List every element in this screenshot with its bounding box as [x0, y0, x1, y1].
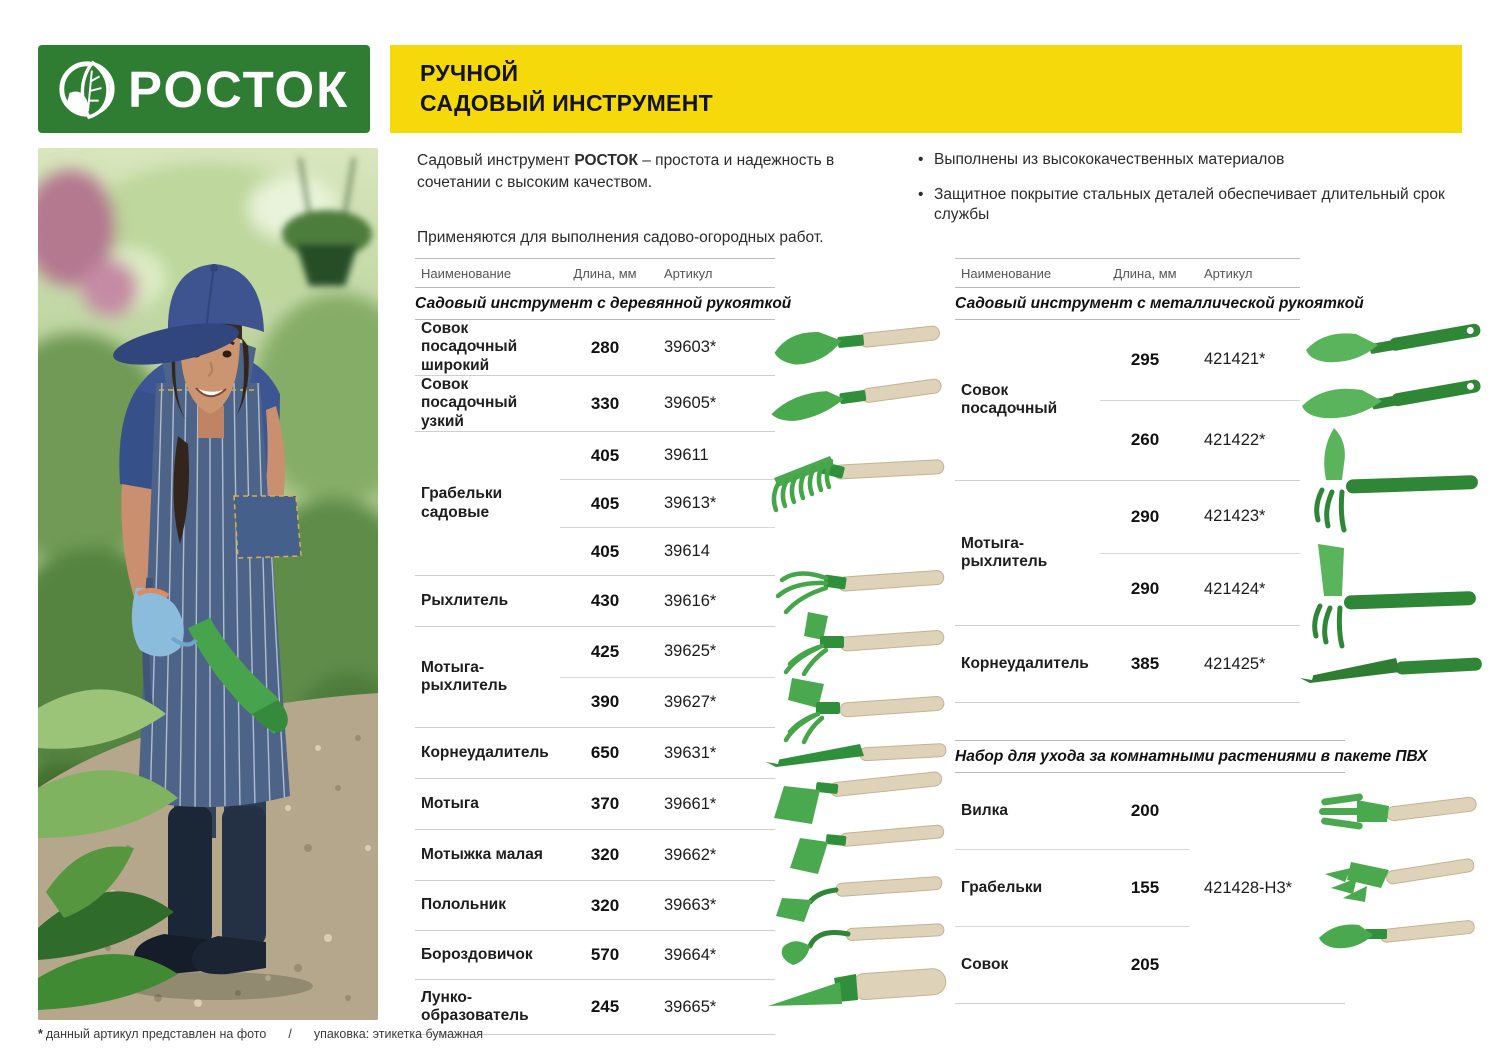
- feature-item: [918, 150, 1496, 170]
- tool-image-trowel-wide-wood: [768, 316, 948, 370]
- tool-image-trowel-pvc: [1313, 912, 1483, 964]
- article-value: 39661*: [664, 794, 717, 813]
- pvc-rows: [955, 773, 1190, 1003]
- product-name: Грабельки садовые: [421, 485, 503, 521]
- product-name: Рыхлитель: [421, 591, 509, 609]
- table-body: [415, 320, 775, 1035]
- product-name: Бороздовичок: [421, 945, 533, 963]
- variants: [1100, 481, 1300, 625]
- tool-image-trowel-metal-295: [1300, 320, 1488, 374]
- article-value: 39662*: [664, 845, 717, 864]
- tool-image-small-hoe-wood: [770, 820, 950, 878]
- article-value: 39614: [664, 542, 710, 560]
- variants: [560, 728, 775, 778]
- length-value: 320: [590, 895, 620, 915]
- variants: [560, 627, 775, 727]
- product-name: Мотыга-рыхлитель: [421, 658, 508, 694]
- table-row: [415, 930, 775, 979]
- length-value: 320: [590, 845, 620, 864]
- variants: [1100, 626, 1300, 702]
- length-value: 390: [590, 692, 620, 712]
- footnote-text2: упаковка: этикетка бумажная: [313, 1027, 484, 1041]
- bullet-icon: •: [918, 186, 924, 204]
- variant-row: [1100, 481, 1300, 553]
- table-row: [955, 926, 1190, 1003]
- product-name: Совок: [961, 956, 1009, 973]
- tool-image-rake-pvc: [1313, 848, 1483, 910]
- table-row: [415, 979, 775, 1034]
- tool-image-hoe-cultivator-metal-423: [1302, 426, 1484, 540]
- length-value: 290: [1130, 506, 1160, 526]
- table-row: [415, 727, 775, 778]
- tool-image-hole-maker-wood: [764, 964, 952, 1018]
- article-value: 421421*: [1204, 350, 1266, 369]
- variant-row: [560, 779, 775, 829]
- length-value: 155: [1130, 878, 1160, 897]
- variant-row: [1100, 320, 1300, 400]
- variants: [1100, 320, 1300, 480]
- variant-row: [560, 728, 775, 778]
- variant-row: [560, 931, 775, 979]
- product-name: Корнеудалитель: [421, 743, 549, 761]
- footnote-text1: данный артикул представлен на фото: [45, 1027, 267, 1041]
- intro-paragraph: [417, 150, 847, 195]
- article-value: 39631*: [664, 743, 717, 762]
- tool-image-cultivator-wood: [768, 552, 950, 616]
- apron-pocket: [234, 496, 301, 558]
- article-value: 39605*: [664, 394, 717, 412]
- variant-row: [560, 830, 775, 880]
- table-row: [415, 626, 775, 727]
- table-header: [955, 258, 1300, 288]
- footnote: [38, 1027, 483, 1041]
- length-value: 260: [1130, 430, 1160, 450]
- intro-brand: РОСТОК: [574, 152, 638, 169]
- table-row: [415, 375, 775, 431]
- product-name: Грабельки: [961, 879, 1043, 896]
- variant-row: [1100, 626, 1300, 702]
- title-banner: [390, 45, 1462, 133]
- length-value: 385: [1130, 654, 1160, 673]
- length-value: 200: [1130, 801, 1160, 820]
- page-title-line2: САДОВЫЙ ИНСТРУМЕНТ: [420, 90, 713, 116]
- product-name: Мотыжка малая: [421, 845, 543, 863]
- variant-row: [560, 479, 775, 527]
- gardener-illustration: [38, 148, 378, 1020]
- variant-row: [1100, 400, 1300, 481]
- variants: [560, 376, 775, 431]
- variant-row: [560, 576, 775, 626]
- brand-name: РОСТОК: [128, 60, 350, 118]
- tool-image-furrower-wood: [770, 920, 950, 970]
- wooden-handle-table: [415, 258, 792, 1035]
- length-value: 405: [590, 541, 620, 561]
- tool-image-fork-pvc: [1315, 786, 1483, 844]
- col-article: Артикул: [1204, 265, 1253, 281]
- length-value: 650: [590, 743, 620, 762]
- product-name: Вилка: [961, 802, 1008, 819]
- variants: [560, 576, 775, 626]
- length-value: 330: [590, 393, 620, 413]
- col-length: Длина, мм: [573, 265, 637, 281]
- length-value: 425: [590, 641, 620, 661]
- variant-row: [560, 980, 775, 1034]
- tool-image-garden-rake-wood: [768, 446, 950, 526]
- product-name: Мотыга-рыхлитель: [961, 534, 1048, 570]
- table-row: [955, 480, 1300, 625]
- variant-row: [560, 376, 775, 431]
- variant-row: [560, 432, 775, 479]
- length-value: 205: [1130, 955, 1160, 974]
- col-name: Наименование: [961, 265, 1052, 281]
- feature-text: Выполнены из высококачественных материалов: [934, 151, 1285, 168]
- col-article: Артикул: [664, 265, 713, 281]
- table-row: [955, 320, 1300, 480]
- article-value: 39625*: [664, 642, 717, 661]
- article-value: 39616*: [664, 591, 717, 610]
- variant-row: [560, 527, 775, 575]
- leaf-in-circle-icon: [56, 58, 118, 120]
- tool-image-hoe-cultivator-wood-425: [768, 610, 950, 676]
- variants: [560, 830, 775, 880]
- table-row: [415, 880, 775, 930]
- length-value: 405: [590, 445, 620, 465]
- article-value: 421428-Н3*: [1204, 878, 1293, 897]
- table-row: [415, 431, 775, 575]
- feature-item: [918, 185, 1496, 225]
- length-value: 370: [590, 794, 620, 813]
- table-row: [955, 625, 1300, 702]
- length-value: 570: [590, 945, 620, 964]
- table-row: [415, 575, 775, 626]
- tool-image-root-remover-metal: [1296, 650, 1488, 690]
- product-name: Совок посадочный: [961, 381, 1058, 417]
- table-row: [955, 773, 1190, 849]
- tool-image-trowel-narrow-wood: [766, 370, 948, 426]
- section-title: Набор для ухода за комнатными растениями в пакете ПВХ: [955, 740, 1345, 773]
- intro-prefix: Садовый инструмент: [417, 152, 575, 169]
- bullet-icon: •: [918, 151, 924, 168]
- feature-list: [918, 150, 1496, 240]
- length-value: 280: [590, 337, 620, 357]
- tool-image-hoe-cultivator-wood-390: [766, 674, 950, 746]
- pvc-set-table: [955, 740, 1428, 1004]
- article-value: 39664*: [664, 945, 717, 964]
- table-row: [955, 849, 1190, 926]
- variants: [560, 779, 775, 829]
- variant-row: [560, 881, 775, 930]
- article-value: 421423*: [1204, 507, 1266, 526]
- article-value: 39665*: [664, 997, 717, 1016]
- tool-image-hoe-wood: [768, 766, 950, 828]
- article-value: 39603*: [664, 338, 717, 356]
- article-value: 421425*: [1204, 654, 1266, 673]
- article-value: 39663*: [664, 896, 717, 914]
- product-name: Корнеудалитель: [961, 654, 1089, 672]
- feature-text: Защитное покрытие стальных деталей обеспечивает длительный срок службы: [934, 186, 1445, 224]
- article-value: 39611: [664, 446, 709, 464]
- metal-handle-table: [955, 258, 1364, 703]
- product-name: Лунко-образователь: [421, 988, 529, 1024]
- section-title: Садовый инструмент с металлической рукояткой: [955, 288, 1300, 320]
- asterisk: *: [38, 1027, 43, 1041]
- intro-suffix: – простота и надежность в сочетании с высоким качеством.: [417, 152, 835, 192]
- brand-logo: [38, 45, 370, 133]
- col-length: Длина, мм: [1113, 265, 1177, 281]
- length-value: 405: [590, 493, 620, 513]
- length-value: 430: [590, 591, 620, 610]
- table-body: [955, 320, 1300, 703]
- table-row: [415, 320, 775, 375]
- product-name: Совок посадочный широкий: [421, 320, 518, 374]
- gardener-photo: [38, 148, 378, 1020]
- variants: [560, 980, 775, 1034]
- article-value: 421424*: [1204, 579, 1266, 598]
- variant-row: [560, 677, 775, 728]
- product-name: Мотыга: [421, 794, 479, 812]
- table-row: [415, 778, 775, 829]
- length-value: 245: [590, 997, 620, 1016]
- tool-image-weeder-wood: [770, 872, 950, 924]
- variant-row: [560, 627, 775, 677]
- table-header: [415, 258, 775, 288]
- tool-image-hoe-cultivator-metal-424: [1300, 540, 1482, 656]
- variants: [560, 320, 775, 375]
- section-title: Садовый инструмент с деревянной рукояткой: [415, 288, 775, 320]
- tool-image-trowel-metal-260: [1298, 374, 1488, 430]
- variant-row: [560, 320, 775, 375]
- table-body: [955, 773, 1345, 1004]
- variants: [560, 432, 775, 575]
- col-name: Наименование: [421, 265, 512, 281]
- variants: [560, 881, 775, 930]
- product-name: Совок посадочный узкий: [421, 376, 518, 430]
- article-value: 39613*: [664, 494, 717, 512]
- usage-paragraph: Применяются для выполнения садово-огородных работ.: [417, 229, 824, 246]
- table-row: [415, 829, 775, 880]
- variants: [560, 931, 775, 979]
- length-value: 290: [1130, 579, 1160, 599]
- page-title-line1: РУЧНОЙ: [420, 60, 519, 87]
- article-value: 421422*: [1204, 430, 1266, 449]
- article-value: 39627*: [664, 692, 717, 711]
- footnote-separator: /: [288, 1027, 292, 1041]
- product-name: Полольник: [421, 896, 506, 914]
- length-value: 295: [1130, 349, 1160, 369]
- variant-row: [1100, 553, 1300, 626]
